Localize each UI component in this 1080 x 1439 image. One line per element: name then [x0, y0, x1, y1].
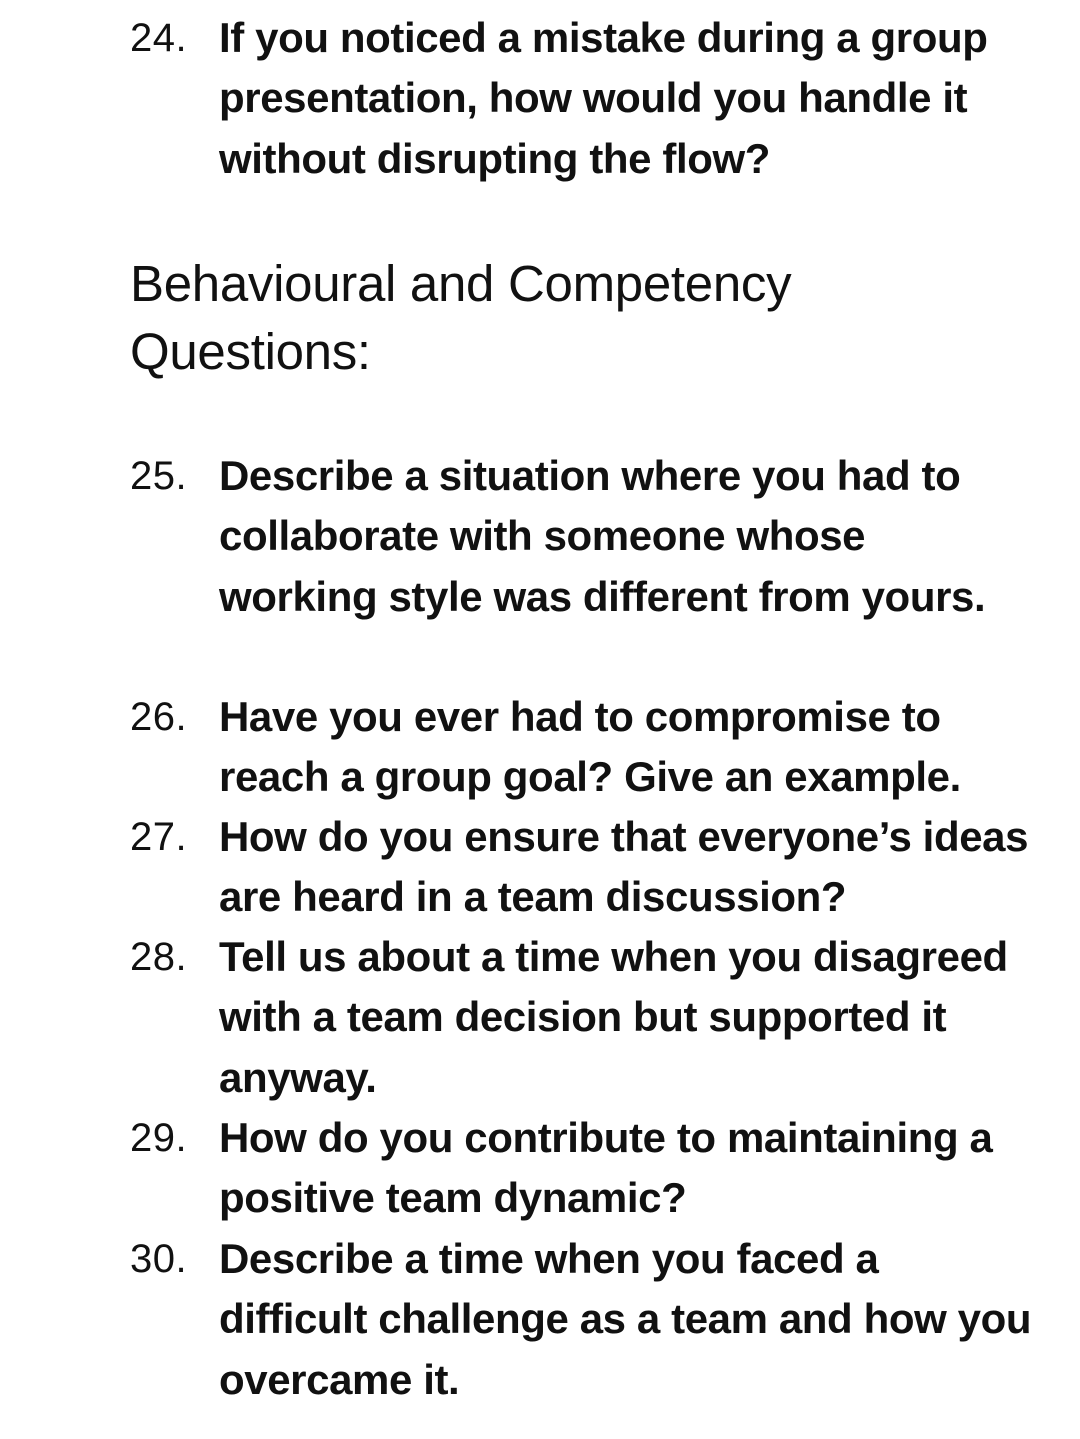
list-item-text: If you noticed a mistake during a group presentation, how would you handle it without disrupting the flow? — [219, 14, 988, 182]
list-item-text: Have you ever had to compromise to reach a group goal? Give an example. — [219, 693, 961, 801]
list-item-number: 28. — [130, 935, 188, 979]
list-item-number: 27. — [130, 815, 188, 859]
list-item-number: 25. — [130, 454, 188, 498]
list-item-text: How do you ensure that everyone’s ideas are heard in a team discussion? — [219, 813, 1029, 921]
list-item-text: Describe a situation where you had to collaborate with someone whose working style was different from yours. — [219, 452, 986, 620]
list-item-number: 30. — [130, 1237, 188, 1281]
list-item-number: 24. — [130, 16, 188, 60]
list-item-text: Tell us about a time when you disagreed with a team decision but supported it anyway. — [219, 933, 1008, 1101]
list-item-number: 26. — [130, 695, 188, 739]
section-heading: Behavioural and Competency Questions: — [130, 255, 792, 380]
list-item-text: How do you contribute to maintaining a positive team dynamic? — [219, 1114, 993, 1222]
list-item-text: Describe a time when you faced a difficult challenge as a team and how you overcame it. — [219, 1235, 1032, 1403]
list-item-number: 29. — [130, 1116, 188, 1160]
